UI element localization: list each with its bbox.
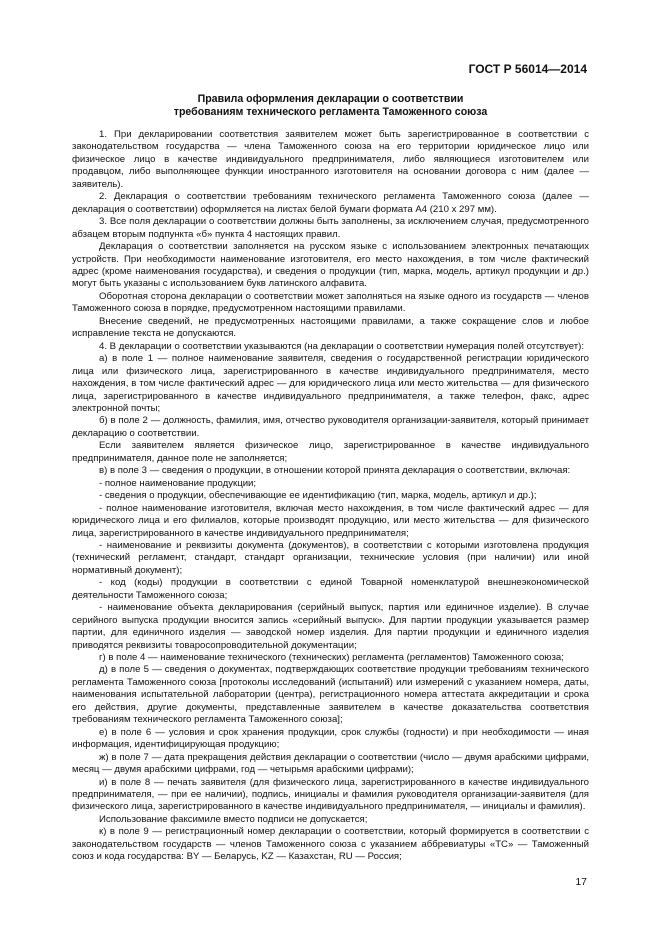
standard-number: ГОСТ Р 56014—2014	[468, 62, 587, 76]
paragraph: б) в поле 2 — должность, фамилия, имя, отчество руководителя организации-заявителя, который принимает декларацию о соответствии.	[72, 415, 589, 439]
list-item: - сведения о продукции, обеспечивающие ее идентификацию (тип, марка, модель, артикул и др.);	[99, 490, 537, 502]
paragraph: д) в поле 5 — сведения о документах, подтверждающих соответствие продукции требованиям технического регламента Таможенного союза [протоколы исследований (испытаний) или измерений с указанием номера, даты, наименования испытательной лаборатории (центра), регистрационного номера аттестата аккредитации и срока его действия, другие документы, представленные заявителем в качестве доказательства соответствия требованиям технического регламента Таможенного союза];	[72, 664, 589, 726]
paragraph: Оборотная сторона декларации о соответствии может заполняться на языке одного из государств — членов Таможенного союза в порядке, предусмотренном настоящими правилами.	[72, 290, 589, 315]
paragraph: Внесение сведений, не предусмотренных настоящими правилами, а также сокращение слов и любое исправление текста не допускаются.	[72, 315, 589, 340]
paragraph: 1. При декларировании соответствия заявителем может быть зарегистрированное в соответствии с законодательством государства — члена Таможенного союза на его территории юридическое лицо или физическое лицо в качестве индивидуального предпринимателя, либо являющиеся изготовителем или продавцом, либо выполняющее функции иностранного изготовителя на основании договора с ним (далее — заявитель).	[72, 129, 589, 190]
paragraph: 4. В декларации о соответствии указываются (на декларации о соответствии нумерация полей отсутствует):	[99, 340, 585, 352]
list-item: - код (коды) продукции в соответствии с единой Товарной номенклатурой внешнеэкономической деятельности Таможенного союза;	[72, 577, 589, 601]
section-title	[72, 93, 589, 119]
paragraph: г) в поле 4 — наименование технического (технических) регламента (регламентов) Таможенного союза;	[99, 652, 564, 664]
document-body	[72, 129, 589, 864]
section-title-line: требованиям технического регламента Таможенного союза	[173, 106, 488, 118]
list-item: - наименование и реквизиты документа (документов), в соответствии с которыми изготовлена продукция (технический регламент, стандарт, стандарт организации, технические условия (при наличии) или иной нормативный документ);	[72, 539, 589, 576]
paragraph: а) в поле 1 — полное наименование заявителя, сведения о государственной регистрации юридического лица или физического лица, зарегистрированного в качестве индивидуального предпринимателя, место нахождения, в том числе фактический адрес — для юридического лица или место жительства — для физического лица, зарегистрированного в качестве индивидуального предпринимателя, а также телефон, факс, адрес электронной почты;	[72, 353, 589, 414]
paragraph: Декларация о соответствии заполняется на русском языке с использованием электронных печатающих устройств. При необходимости наименование изготовителя, его место нахождения, в том числе фактический адрес (кроме наименования государства), и сведения о продукции (тип, марка, модель, артикул продукции и др.) могут быть указаны с использованием букв латинского алфавита.	[72, 241, 589, 290]
paragraph: 2. Декларация о соответствии требованиям технического регламента Таможенного союза (далее — декларация о соответствии) оформляется на листах белой бумаги формата А4 (210 x 297 мм).	[72, 191, 589, 215]
list-item: - наименование объекта декларирования (серийный выпуск, партия или единичное изделие). В случае серийного выпуска продукции вносится запись «серийный выпуск». Для партии продукции указывается размер партии, для единичного изделия — заводской номер изделия. Для партии продукции и единичного изделия приводятся реквизиты товаросопроводительной документации;	[72, 602, 589, 651]
paragraph: Использование факсимиле вместо подписи не допускается;	[99, 813, 368, 825]
paragraph: Если заявителем является физическое лицо, зарегистрированное в качестве индивидуального предпринимателя, данное поле не заполняется;	[72, 440, 589, 464]
paragraph: ж) в поле 7 — дата прекращения действия декларации о соответствии (число — двумя арабскими цифрами, месяц — двумя арабскими цифрами, год — четырьмя арабскими цифрами);	[72, 751, 589, 776]
list-item: - полное наименование изготовителя, включая место нахождения, в том числе фактический адрес — для юридического лица и его филиалов, которые производят продукцию, или место жительства — для физического лица, зарегистрированного в качестве индивидуального предпринимателя;	[72, 502, 589, 539]
section-title-line: Правила оформления декларации о соответствии	[197, 93, 464, 105]
paragraph: к) в поле 9 — регистрационный номер декларации о соответствии, который формируется в соответствии с законодательством государств — членов Таможенного союза с указанием аббревиатуры «ТС» — Таможенный союз и кода государства: BY — Беларусь, KZ — Казахстан, RU — Россия;	[72, 826, 589, 863]
page-number: 17	[575, 876, 587, 888]
paragraph: е) в поле 6 — условия и срок хранения продукции, срок службы (годности) и при необходимости — иная информация, идентифицирующая продукцию;	[72, 726, 589, 751]
paragraph: и) в поле 8 — печать заявителя (для физического лица, зарегистрированного в качестве индивидуального предпринимателя, — при ее наличии), подпись, инициалы и фамилия руководителя организации-заявителя (для физического лица, зарегистрированного в качестве индивидуального предпринимателя, — инициалы и фамилия).	[72, 776, 589, 813]
paragraph: 3. Все поля декларации о соответствии должны быть заполнены, за исключением случая, предусмотренного абзацем вторым подпункта «б» пункта 4 настоящих правил.	[72, 216, 589, 240]
paragraph: в) в поле 3 — сведения о продукции, в отношении которой принята декларация о соответствии, включая:	[99, 465, 571, 477]
list-item: - полное наименование продукции;	[99, 477, 257, 489]
